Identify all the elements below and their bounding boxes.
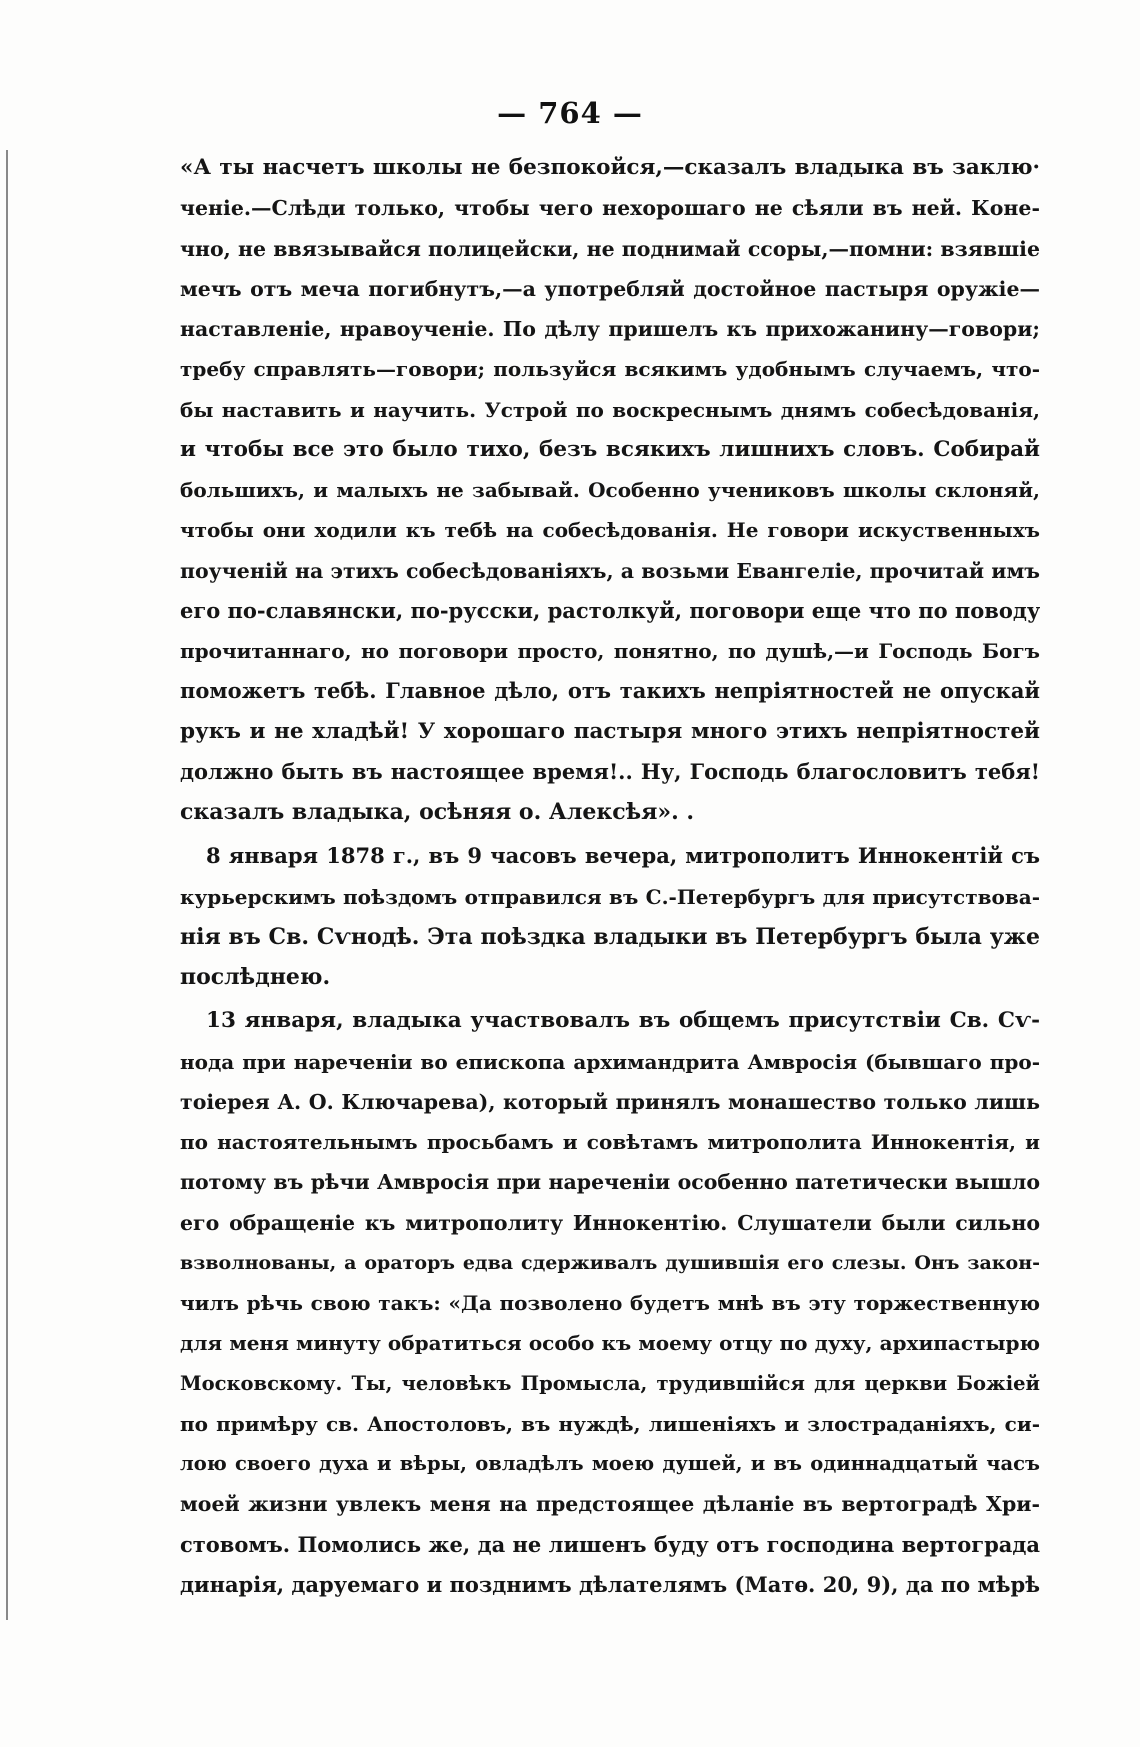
text-line: и чтобы все это было тихо, безъ всякихъ лишнихъ словъ. Собирай (180, 436, 1040, 462)
text-line: поможетъ тебѣ. Главное дѣло, отъ такихъ непріятностей не опускай (180, 678, 1040, 704)
text-line: прочитаннаго, но поговори просто, понятно, по душѣ,—и Господь Богъ (180, 639, 1040, 663)
text-line: по настоятельнымъ просьбамъ и совѣтамъ митрополита Иннокентія, и (180, 1130, 1040, 1154)
text-line: нода при нареченіи во епископа архимандрита Амвросія (бывшаго про- (180, 1049, 1040, 1074)
text-line: Московскому. Ты, человѣкъ Промысла, трудившійся для церкви Божіей (180, 1371, 1040, 1395)
text-line: динарія, даруемаго и позднимъ дѣлателямъ (Матѳ. 20, 9), да по мѣрѣ (180, 1571, 1040, 1597)
text-line: сказалъ владыка, осѣняя о. Алексѣя». . (180, 799, 695, 825)
text-line: большихъ, и малыхъ не забывай. Особенно учениковъ школы склоняй, (180, 478, 1040, 502)
text-line: нія въ Св. Сѵнодѣ. Эта поѣздка владыки въ Петербургъ была уже (180, 923, 1040, 950)
text-line: должно быть въ настоящее время!.. Ну, Господь благословитъ тебя! (180, 758, 1040, 784)
text-line: взволнованы, а ораторъ едва сдерживалъ душившія его слезы. Онъ закон- (180, 1251, 1040, 1274)
text-line: ченіе.—Слѣди только, чтобы чего нехорошаго не сѣяли въ ней. Коне- (180, 196, 1040, 221)
text-line: 8 января 1878 г., въ 9 часовъ вечера, митрополитъ Иннокентій съ (206, 843, 1040, 869)
text-line: чилъ рѣчь свою такъ: «Да позволено будетъ мнѣ въ эту торжественную (180, 1291, 1040, 1315)
scan-edge-shadow (6, 150, 8, 1620)
paragraph-1 (180, 148, 1040, 832)
text-line: мечъ отъ меча погибнутъ,—а употребляй достойное пастыря оружіе— (180, 276, 1040, 301)
text-line: «А ты насчетъ школы не безпокойся,—сказалъ владыка въ заклю· (180, 155, 1040, 180)
text-line: поученій на этихъ собесѣдованіяхъ, а возьми Евангеліе, прочитай имъ (180, 558, 1040, 583)
text-line: лою своего духа и вѣры, овладѣлъ моею душей, и въ одиннадцатый часъ (180, 1452, 1040, 1475)
text-line: тоіерея А. О. Ключарева), который принялъ монашество только лишь (180, 1089, 1040, 1114)
text-line: чно, не ввязывайся полицейски, не поднимай ссоры,—помни: взявшіе (180, 236, 1040, 261)
text-line: его обращеніе къ митрополиту Иннокентію. Слушатели были сильно (180, 1210, 1040, 1235)
page-number: — 764 — (497, 96, 643, 130)
text-line: стовомъ. Помолись же, да не лишенъ буду отъ господина вертограда (180, 1531, 1040, 1557)
text-line: моей жизни увлекъ меня на предстоящее дѣланіе въ вертоградѣ Хри- (180, 1492, 1040, 1517)
text-line: потому въ рѣчи Амвросія при нареченіи особенно патетически вышло (180, 1170, 1040, 1195)
text-line: 13 января, владыка участвовалъ въ общемъ присутствіи Св. Сѵ- (206, 1008, 1040, 1034)
paragraph-2 (180, 836, 1040, 997)
text-line: требу справлять—говори; пользуйся всякимъ удобнымъ случаемъ, что- (180, 357, 1040, 382)
text-line: для меня минуту обратиться особо къ моему отцу по духу, архипастырю (180, 1331, 1040, 1356)
text-line: наставленіе, нравоученіе. По дѣлу пришелъ къ прихожанину—говори; (180, 317, 1040, 341)
text-line: по примѣру св. Апостоловъ, въ нуждѣ, лишеніяхъ и злостраданіяхъ, си- (180, 1411, 1040, 1436)
text-line: чтобы они ходили къ тебѣ на собесѣдованія. Не говори искуственныхъ (180, 518, 1040, 543)
page-text (180, 148, 1040, 1605)
text-line: рукъ и не хладѣй! У хорошаго пастыря много этихъ непріятностей (180, 718, 1040, 744)
text-line: послѣднею. (180, 964, 331, 990)
paragraph-3 (180, 1001, 1040, 1605)
text-line: его по-славянски, по-русски, растолкуй, поговори еще что по поводу (180, 597, 1040, 623)
text-line: бы наставить и научить. Устрой по воскреснымъ днямъ собесѣдованія, (180, 397, 1040, 422)
text-line: курьерскимъ поѣздомъ отправился въ С.-Петербургъ для присутствова- (180, 884, 1040, 909)
